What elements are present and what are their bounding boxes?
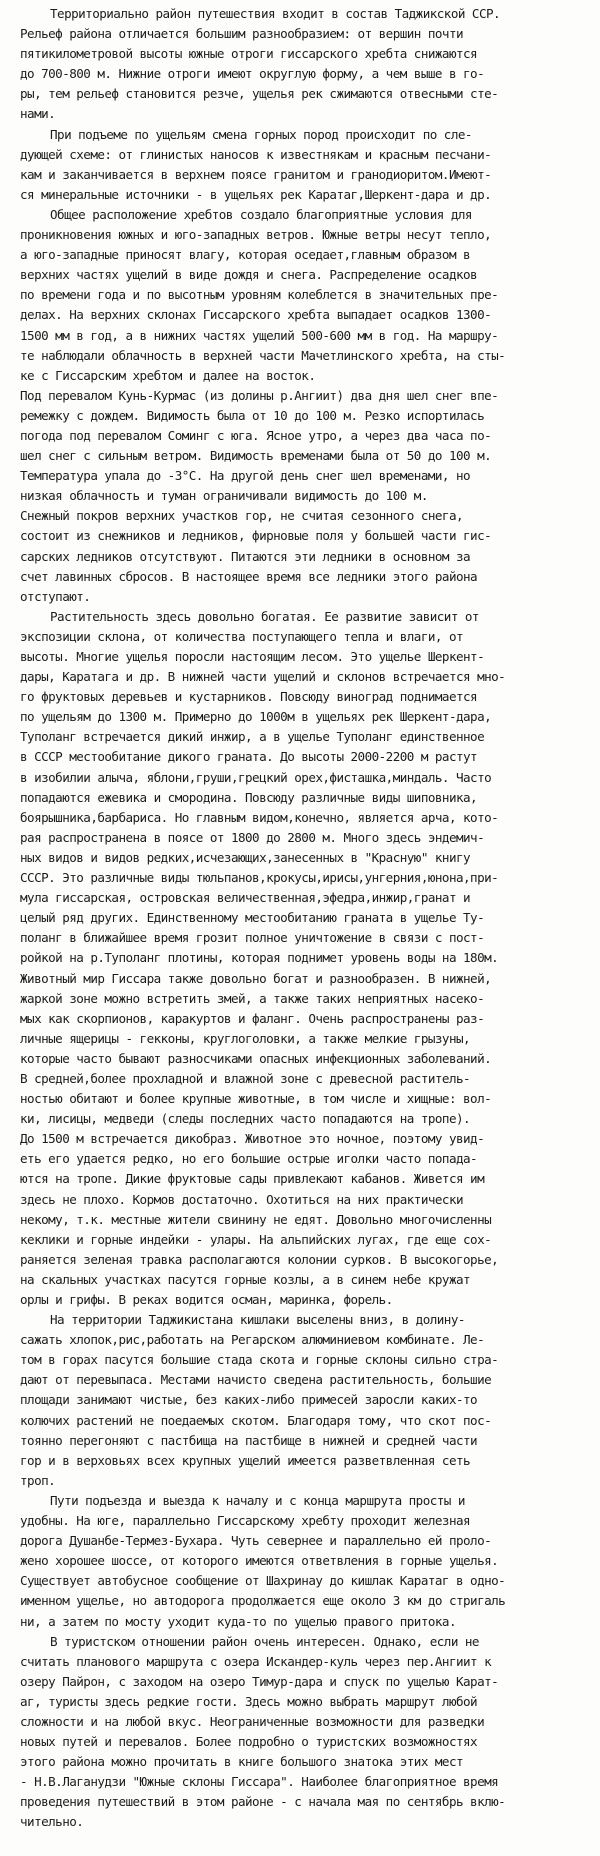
text-line: еть его удается редко, но его большие острые иголки часто попада-: [20, 1151, 478, 1167]
text-line: проведения путешествий в этом районе - с начала мая по сентябрь вклю-: [20, 1794, 506, 1810]
text-line: ремежку с дождем. Видимость была от 10 до 100 м. Резко испортилась: [20, 407, 485, 423]
text-line: состоит из снежников и ледников, фирновые поля у большей части гис-: [20, 528, 492, 544]
text-line: экспозиции склона, от количества поступающего тепла и влаги, от: [20, 628, 464, 644]
text-line: Растительность здесь довольно богатая. Ее развитие зависит от: [50, 608, 479, 624]
text-line: При подъеме по ущельям смена горных пород происходит по сле-: [50, 126, 472, 142]
text-line: ных видов и видов редких,исчезающих,занесенных в "Красную" книгу: [20, 849, 471, 865]
text-line: Рельеф района отличается большим разнообразием: от вершин почти: [20, 26, 464, 42]
text-line: аг, туристы здесь редкие гости. Здесь можно выбрать маршрут любой: [20, 1693, 478, 1709]
paragraph: [20, 607, 590, 1310]
text-line: ются на тропе. Дикие фруктовые сады привлекают кабанов. Живется им: [20, 1171, 485, 1187]
text-line: некому, т.к. местные жители свинину не едят. Довольно многочисленны: [20, 1211, 492, 1227]
text-line: считать планового маршрута с озера Искандер-куль через пер.Ангиит к: [20, 1653, 492, 1669]
text-line: здесь не плохо. Кормов достаточно. Охотиться на них практически: [20, 1191, 464, 1207]
text-line: Животный мир Гиссара также довольно богат и разнообразен. В нижней,: [20, 970, 492, 986]
paragraph: [20, 1310, 590, 1491]
text-line: шел снег с сильным ветром. Видимость временами была от 50 до 100 м.: [20, 448, 492, 464]
text-line: боярышника,барбариса. Но главным видом,конечно, является арча, кото-: [20, 809, 499, 825]
text-line: сажать хлопок,рис,работать на Регарском алюминиевом комбинате. Ле-: [20, 1332, 485, 1348]
text-line: по времени года и по высотным уровням колеблется в значительных пре-: [20, 287, 499, 303]
text-line: именном ущелье, но автодорога продолжается еще около 3 км до стригаль: [20, 1593, 506, 1609]
text-line: отступают.: [20, 588, 91, 604]
text-line: Пути подъезда и выезда к началу и с конца маршрута просты и: [50, 1492, 465, 1508]
text-line: дующей схеме: от глинистых наносов к известнякам и красным песчани-: [20, 146, 492, 162]
text-line: 1500 мм в год, а в нижних частях ущелий 500-600 мм в год. На маршру-: [20, 327, 499, 343]
text-line: том в горах пасутся большие стада скота и горные склоны сильно стра-: [20, 1352, 499, 1368]
text-line: Температура упала до -3°С. На другой день снег шел временами, но: [20, 468, 471, 484]
text-line: целый ряд других. Единственному местообитанию граната в ущелье Ту-: [20, 910, 485, 926]
text-line: мула гиссарская, островская величественная,эфедра,инжир,гранат и: [20, 890, 471, 906]
text-line: площади занимают чистые, без каких-либо примесей заросли каких-то: [20, 1392, 478, 1408]
text-line: высоты. Многие ущелья поросли настоящим лесом. Это ущелье Шеркент-: [20, 649, 485, 664]
paragraph: [20, 125, 590, 205]
text-line: ся минеральные источники - в ущельях рек Каратаг,Шеркент-дара и др.: [20, 186, 492, 202]
paragraph: [20, 1491, 590, 1632]
text-line: новых путей и перевалов. Более подробно о туристских возможностях: [20, 1734, 478, 1750]
text-line: поланг в ближайшее время грозит полное уничтожение в связи с пост-: [20, 930, 485, 946]
text-line: Общее расположение хребтов создало благоприятные условия для: [50, 206, 472, 222]
text-line: дают от перевыпаса. Местами начисто сведена растительность, большие: [20, 1372, 492, 1388]
text-line: по ущельям до 1300 м. Примерно до 1000м в ущельях рек Шеркент-дара,: [20, 709, 492, 725]
text-line: СССР. Это различные виды тюльпанов,крокусы,ирисы,унгерния,юнона,при-: [20, 870, 499, 886]
text-line: ни, а затем по мосту уходит куда-то по ущелью правого притока.: [20, 1613, 456, 1629]
text-line: низкая облачность и туман ограничивали видимость до 100 м.: [20, 488, 428, 504]
text-line: нами.: [20, 106, 56, 122]
text-line: жаркой зоне можно встретить змей, а также таких неприятных насеко-: [20, 990, 485, 1006]
text-line: рая распространена в поясе от 1800 до 2800 м. Много здесь эндемич-: [20, 829, 485, 845]
text-line: кеклики и горные индейки - улары. На альпийских лугах, где еще сох-: [20, 1231, 492, 1247]
text-line: колючих растений не поедаемых скотом. Благодаря тому, что скот пос-: [20, 1412, 492, 1428]
text-line: личные ящерицы - гекконы, круглоголовки, а также мелкие грызуны,: [20, 1030, 471, 1046]
text-line: жено хорошее шоссе, от которого имеются ответвления в горные ущелья.: [20, 1553, 499, 1569]
paragraph: [20, 386, 590, 607]
text-line: раняется зеленая травка располагаются колонии сурков. В высокогорье,: [20, 1251, 499, 1267]
paragraph: [20, 205, 590, 386]
text-line: которые часто бывают разносчиками опасных инфекционных заболеваний.: [20, 1050, 492, 1066]
text-line: попадаются ежевика и смородина. Повсюду различные виды шиповника,: [20, 789, 478, 805]
text-line: те наблюдали облачность в верхней части Мачетлинского хребта, на сты-: [20, 347, 506, 363]
paragraph: [20, 4, 590, 125]
text-line: удобны. На юге, параллельно Гиссарскому хребту проходит железная: [20, 1513, 471, 1529]
text-line: Существует автобусное сообщение от Шахринау до кишлак Каратаг в одно-: [20, 1573, 506, 1589]
text-line: дары, Каратага и др. В нижней части ущелий и склонов встречается мно-: [20, 669, 506, 685]
document-body: [20, 4, 590, 1833]
text-line: В туристском отношении район очень интересен. Однако, если не: [50, 1633, 479, 1649]
text-line: счет лавинных сбросов. В настоящее время все ледники этого района: [20, 568, 478, 584]
text-line: Под перевалом Кунь-Курмас (из долины р.Ангиит) два дня шел снег впе-: [20, 387, 499, 403]
text-line: дорога Душанбе-Термез-Бухара. Чуть севернее и параллельно ей проло-: [20, 1533, 492, 1549]
text-line: го фруктовых деревьев и кустарников. Повсюду виноград поднимается: [20, 689, 478, 705]
text-line: троп.: [20, 1472, 56, 1488]
text-line: Снежный покров верхних участков гор, не считая сезонного снега,: [20, 508, 464, 524]
text-line: чительно.: [20, 1814, 84, 1830]
text-line: ке с Гиссарским хребтом и далее на восток.: [20, 367, 316, 383]
text-line: До 1500 м встречается дикобраз. Животное это ночное, поэтому увид-: [20, 1131, 485, 1147]
text-line: а юго-западные приносят влагу, которая оседает,главным образом в: [20, 247, 471, 263]
text-line: ры, тем рельеф становится резче, ущелья рек сжимаются отвесными сте-: [20, 86, 499, 102]
text-line: На территории Таджикистана кишлаки выселены вниз, в долину-: [50, 1312, 465, 1328]
text-line: этого района можно прочитать в книге большого знатока этих мест: [20, 1754, 464, 1770]
text-line: пятикилометровой высоты южные отроги гиссарского хребта снижаются: [20, 46, 478, 62]
text-line: делах. На верхних склонах Гиссарского хребта выпадает осадков 1300-: [20, 307, 492, 323]
text-line: погода под перевалом Соминг с юга. Ясное утро, а через два часа по-: [20, 427, 492, 443]
text-line: проникновения южных и юго-западных ветров. Южные ветры несут тепло,: [20, 227, 492, 243]
text-line: тоянно перегоняют с пастбища на пастбище в нижней и средней части: [20, 1432, 478, 1448]
text-line: верхних частях ущелий в виде дождя и снега. Распределение осадков: [20, 267, 478, 283]
text-line: озеру Пайрон, с заходом на озеро Тимур-дара и спуск по ущелью Карат-: [20, 1673, 499, 1689]
text-line: ройкой на р.Туполанг плотины, которая поднимет уровень воды на 180м.: [20, 950, 499, 966]
text-line: ностью обитают и более крупные животные, в том числе и хищные: вол-: [20, 1091, 492, 1107]
text-line: мых как скорпионов, каракуртов и фаланг. Очень распространены раз-: [20, 1010, 485, 1026]
text-line: ки, лисицы, медведи (следы последних часто попадаются на тропе).: [20, 1111, 471, 1127]
text-line: В средней,более прохладной и влажной зоне с древесной раститель-: [20, 1070, 471, 1086]
text-line: орлы и грифы. В реках водится осман, маринка, форель.: [20, 1292, 393, 1307]
text-line: до 700-800 м. Нижние отроги имеют округлую форму, а чем выше в го-: [20, 66, 485, 82]
text-line: Территориально район путешествия входит в состав Таджикской ССР.: [50, 6, 501, 21]
text-line: сарских ледников отсутствуют. Питаются эти ледники в основном за: [20, 548, 471, 564]
text-line: - Н.В.Лаганудзи "Южные склоны Гиссара". Наиболее благоприятное время: [20, 1774, 499, 1790]
paragraph: [20, 1632, 590, 1833]
text-line: в СССР местообитание дикого граната. До высоты 2000-2200 м растут: [20, 749, 478, 765]
text-line: в изобилии алыча, яблони,груши,грецкий орех,фисташка,миндаль. Часто: [20, 769, 492, 785]
text-line: сложности и на любой вкус. Неограниченные возможности для разведки: [20, 1713, 485, 1729]
text-line: на скальных участках пасутся горные козлы, а в синем небе кружат: [20, 1271, 471, 1287]
text-line: Туполанг встречается дикий инжир, а в ущелье Туполанг единственное: [20, 729, 485, 745]
text-line: кам и заканчивается в верхнем поясе гранитом и гранодиоритом.Имеют-: [20, 166, 492, 182]
text-line: гор и в верховьях всех крупных ущелий имеется разветвленная сеть: [20, 1452, 471, 1468]
